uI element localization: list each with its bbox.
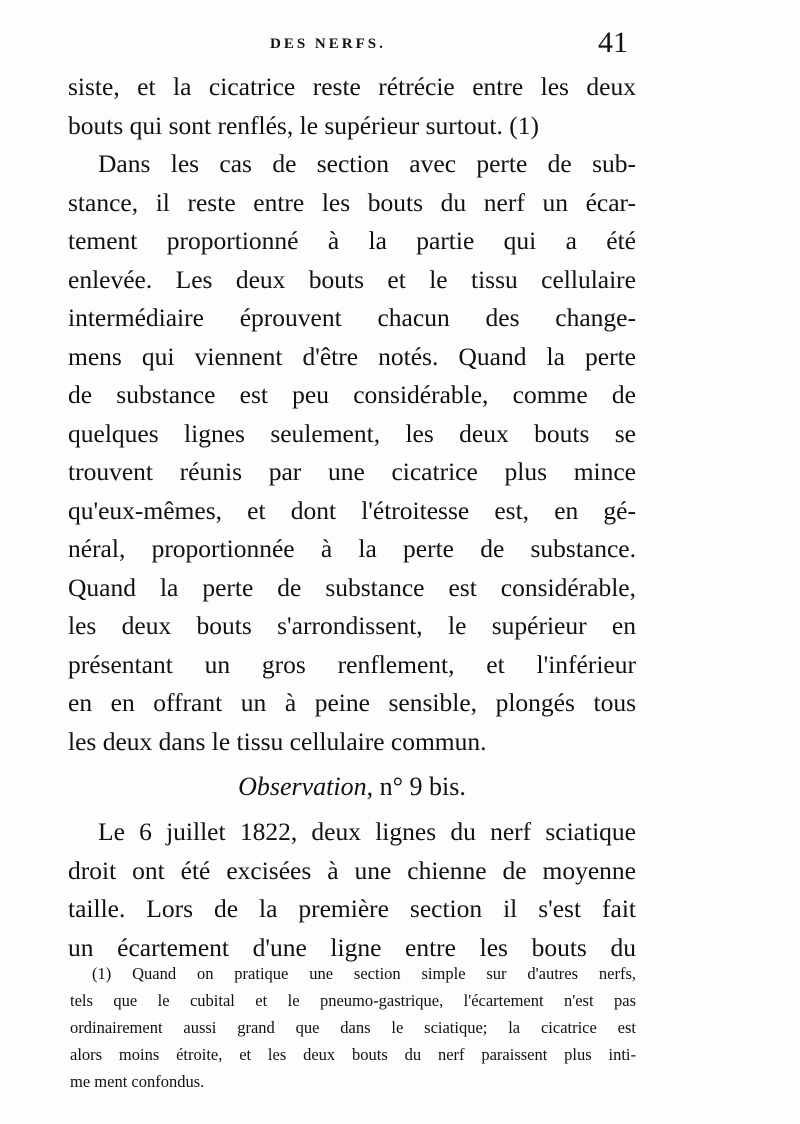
text-line: Quand la perte de substance est considérable, (68, 572, 636, 602)
observation-heading-number: , n° 9 bis. (366, 772, 466, 801)
observation-heading (68, 765, 636, 809)
text-line: mens qui viennent d'être notés. Quand la perte (68, 341, 636, 371)
footnote-line: me ment confondus. (70, 1072, 205, 1091)
running-title: DES NERFS. (270, 36, 386, 52)
text-line: taille. Lors de la première section il s'est fait (68, 894, 636, 923)
text-line: Dans les cas de section avec perte de sub- (98, 149, 636, 178)
text-line: qu'eux-mêmes, et dont l'étroitesse est, en gé- (68, 495, 636, 525)
text-line: stance, il reste entre les bouts du nerf un écar- (68, 187, 636, 217)
footnote-line: ordinairement aussi grand que dans le sciatique; la cicatrice est (70, 1018, 636, 1037)
text-line: en en offrant un à peine sensible, plongés tous (68, 688, 636, 717)
text-line: intermédiaire éprouvent chacun des change- (68, 303, 636, 332)
text-line: un écartement d'une ligne entre les bouts du (68, 932, 636, 962)
text-line: siste, et la cicatrice reste rétrécie entre les deux (68, 72, 636, 101)
footnote (70, 960, 636, 1095)
text-line: les deux bouts s'arrondissent, le supérieur en (68, 611, 636, 640)
text-line: présentant un gros renflement, et l'inférieur (68, 649, 636, 679)
text-line: quelques lignes seulement, les deux bouts se (68, 418, 636, 448)
page-number: 41 (598, 26, 628, 59)
footnote-line: tels que le cubital et le pneumo-gastrique, l'écartement n'est pas (70, 991, 636, 1010)
running-head (0, 26, 800, 70)
text-line: tement proportionné à la partie qui a été (68, 226, 636, 255)
text-line: néral, proportionnée à la perte de substance. (68, 534, 636, 563)
text-line: trouvent réunis par une cicatrice plus mince (68, 457, 636, 486)
text-line: enlevée. Les deux bouts et le tissu cellulaire (68, 264, 636, 294)
text-line: Le 6 juillet 1822, deux lignes du nerf sciatique (98, 817, 636, 846)
text-line: droit ont été excisées à une chienne de moyenne (68, 855, 636, 885)
text-line: de substance est peu considérable, comme de (68, 380, 636, 409)
observation-heading-italic: Observation (238, 772, 367, 801)
text-line: les deux dans le tissu cellulaire commun. (68, 726, 487, 756)
body-text (68, 68, 636, 967)
text-line: bouts qui sont renflés, le supérieur surtout. (1) (68, 110, 539, 140)
footnote-line: (1) Quand on pratique une section simple sur d'autres nerfs, (92, 964, 636, 983)
footnote-line: alors moins étroite, et les deux bouts du nerf paraissent plus inti- (70, 1045, 636, 1064)
